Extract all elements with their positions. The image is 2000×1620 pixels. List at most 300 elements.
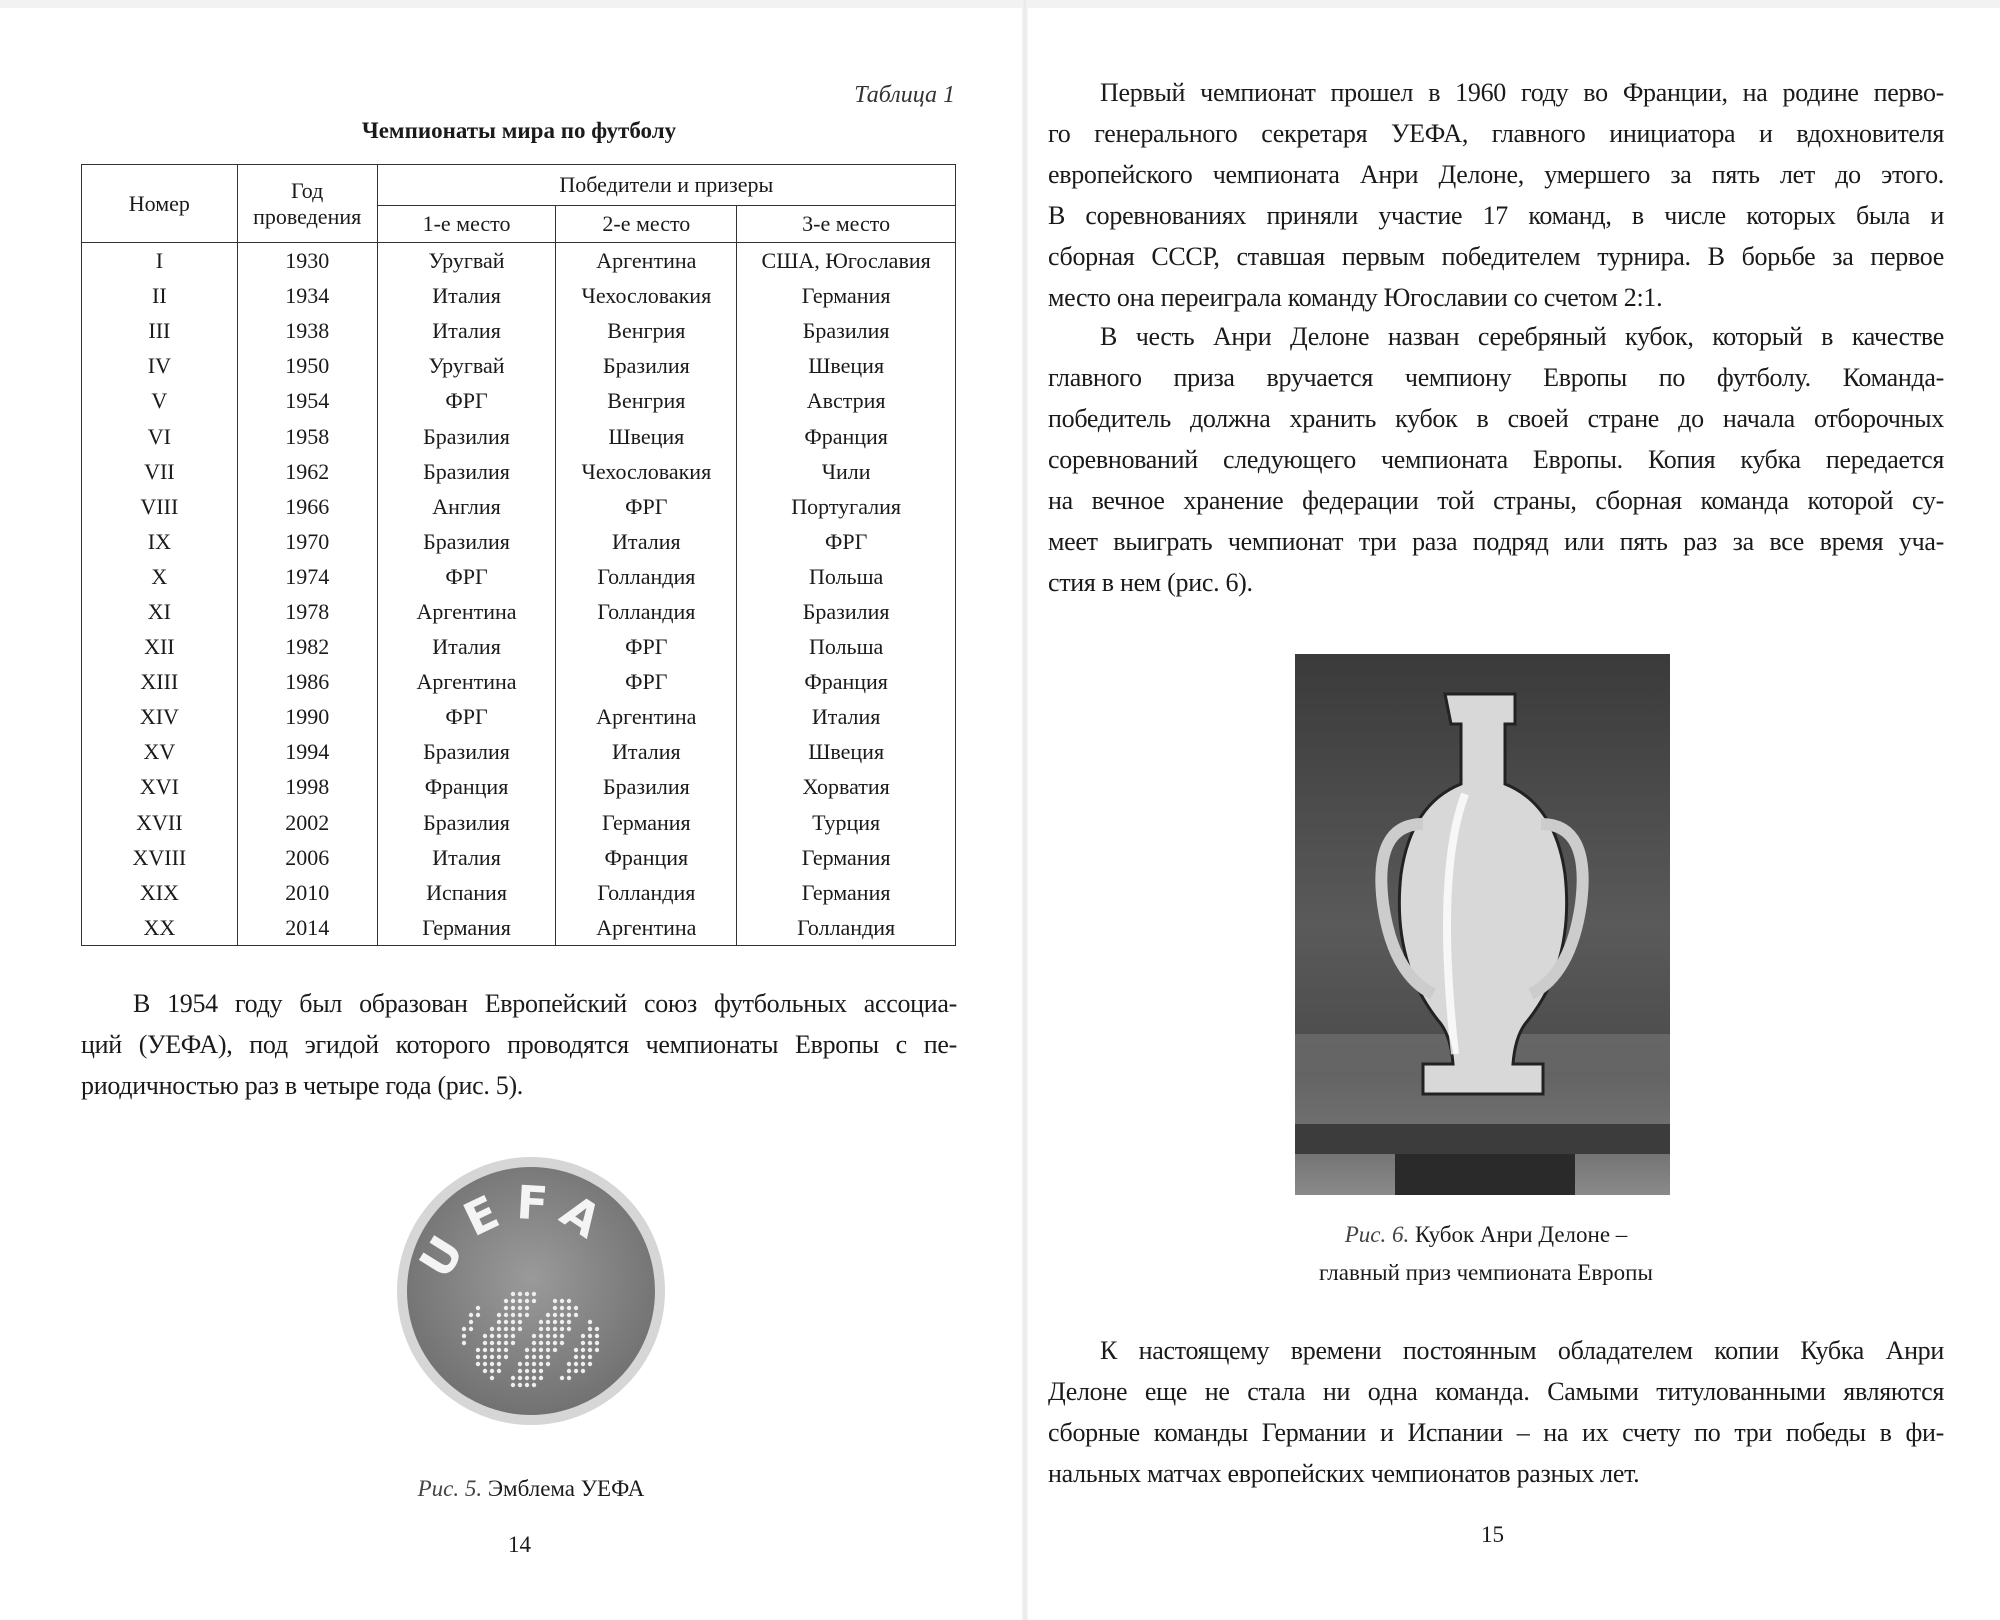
map-dot bbox=[588, 1327, 592, 1331]
map-dot bbox=[595, 1334, 599, 1338]
map-dot bbox=[567, 1306, 571, 1310]
map-dot bbox=[595, 1327, 599, 1331]
map-dot bbox=[469, 1327, 473, 1331]
cell-number: II bbox=[82, 278, 238, 313]
map-dot bbox=[560, 1306, 564, 1310]
map-dot bbox=[504, 1327, 508, 1331]
map-dot bbox=[525, 1369, 529, 1373]
cell-number: XIII bbox=[82, 664, 238, 699]
map-dot bbox=[539, 1362, 543, 1366]
cell-second-place: Чехословакия bbox=[556, 278, 737, 313]
cell-third-place: Польша bbox=[737, 559, 956, 594]
map-dot bbox=[567, 1320, 571, 1324]
map-dot bbox=[546, 1341, 550, 1345]
cell-year: 1950 bbox=[237, 348, 377, 383]
map-dot bbox=[532, 1376, 536, 1380]
table-row bbox=[82, 348, 956, 383]
map-dot bbox=[525, 1376, 529, 1380]
map-dot bbox=[511, 1341, 515, 1345]
map-dot bbox=[560, 1341, 564, 1345]
figure-5-caption: Рис. 5. Эмблема УЕФА bbox=[417, 1476, 645, 1501]
map-dot bbox=[532, 1341, 536, 1345]
map-dot bbox=[553, 1313, 557, 1317]
table-row bbox=[82, 418, 956, 453]
cell-third-place: Польша bbox=[737, 629, 956, 664]
text-line: победитель должна хранить кубок в своей стране до начала отборочных bbox=[1048, 404, 1944, 433]
right-page bbox=[1026, 0, 2000, 1620]
cell-first-place: Германия bbox=[377, 910, 556, 946]
map-dot bbox=[511, 1306, 515, 1310]
cell-number: I bbox=[82, 243, 238, 279]
map-dot bbox=[553, 1341, 557, 1345]
table-row bbox=[82, 278, 956, 313]
cell-second-place: Голландия bbox=[556, 594, 737, 629]
map-dot bbox=[490, 1362, 494, 1366]
cell-third-place: Голландия bbox=[737, 910, 956, 946]
map-dot bbox=[504, 1348, 508, 1352]
cell-number: XII bbox=[82, 629, 238, 664]
cell-second-place: Венгрия bbox=[556, 383, 737, 418]
cell-first-place: Италия bbox=[377, 629, 556, 664]
header-year: Год проведения bbox=[237, 165, 377, 243]
map-dot bbox=[539, 1355, 543, 1359]
map-dot bbox=[518, 1320, 522, 1324]
map-dot bbox=[504, 1313, 508, 1317]
map-dot bbox=[490, 1348, 494, 1352]
map-dot bbox=[504, 1299, 508, 1303]
map-dot bbox=[546, 1362, 550, 1366]
cell-year: 1998 bbox=[237, 769, 377, 804]
map-dot bbox=[497, 1327, 501, 1331]
cell-number: XVII bbox=[82, 805, 238, 840]
cell-third-place: Чили bbox=[737, 454, 956, 489]
map-dot bbox=[518, 1306, 522, 1310]
map-dot bbox=[518, 1292, 522, 1296]
map-dot bbox=[595, 1348, 599, 1352]
header-winners: Победители и призеры bbox=[377, 165, 955, 206]
cell-year: 1990 bbox=[237, 699, 377, 734]
map-dot bbox=[462, 1341, 466, 1345]
map-dot bbox=[511, 1334, 515, 1338]
map-dot bbox=[469, 1320, 473, 1324]
map-dot bbox=[490, 1369, 494, 1373]
map-dot bbox=[546, 1334, 550, 1338]
map-dot bbox=[511, 1383, 515, 1387]
cell-year: 1986 bbox=[237, 664, 377, 699]
cell-first-place: Уругвай bbox=[377, 348, 556, 383]
cell-second-place: Аргентина bbox=[556, 910, 737, 946]
map-dot bbox=[532, 1299, 536, 1303]
map-dot bbox=[539, 1327, 543, 1331]
text-line: соревнований следующего чемпионата Европы. Копия кубка передается bbox=[1048, 445, 1944, 474]
map-dot bbox=[476, 1306, 480, 1310]
map-dot bbox=[518, 1299, 522, 1303]
map-dot bbox=[567, 1376, 571, 1380]
text-line: Делоне еще не стала ни одна команда. Самыми титулованными являются bbox=[1048, 1377, 1944, 1406]
map-dot bbox=[518, 1362, 522, 1366]
map-dot bbox=[539, 1369, 543, 1373]
cell-first-place: Аргентина bbox=[377, 664, 556, 699]
header-first: 1-е место bbox=[377, 206, 556, 243]
map-dot bbox=[546, 1348, 550, 1352]
map-dot bbox=[518, 1376, 522, 1380]
map-dot bbox=[497, 1348, 501, 1352]
map-dot bbox=[497, 1320, 501, 1324]
header-second: 2-е место bbox=[556, 206, 737, 243]
text-line: сборная СССР, ставшая первым победителем турнира. В борьбе за первое bbox=[1048, 242, 1944, 271]
cell-number: V bbox=[82, 383, 238, 418]
cell-first-place: Англия bbox=[377, 489, 556, 524]
text-line: В соревнованиях приняли участие 17 команд, в числе которых была и bbox=[1048, 201, 1944, 230]
map-dot bbox=[588, 1348, 592, 1352]
cell-third-place: Германия bbox=[737, 840, 956, 875]
map-dot bbox=[483, 1348, 487, 1352]
map-dot bbox=[539, 1320, 543, 1324]
header-third: 3-е место bbox=[737, 206, 956, 243]
map-dot bbox=[553, 1306, 557, 1310]
map-dot bbox=[581, 1355, 585, 1359]
cell-number: VIII bbox=[82, 489, 238, 524]
delaunay-trophy-photo bbox=[1295, 654, 1670, 1195]
text-line: К настоящему времени постоянным обладателем копии Кубка Анри bbox=[1100, 1336, 1944, 1365]
cell-first-place: Франция bbox=[377, 769, 556, 804]
map-dot bbox=[511, 1376, 515, 1380]
map-dot bbox=[511, 1313, 515, 1317]
text-line: В честь Анри Делоне назван серебряный кубок, который в качестве bbox=[1100, 322, 1944, 351]
table-row bbox=[82, 910, 956, 946]
cell-second-place: Голландия bbox=[556, 875, 737, 910]
cell-first-place: Испания bbox=[377, 875, 556, 910]
map-dot bbox=[574, 1348, 578, 1352]
map-dot bbox=[532, 1383, 536, 1387]
map-dot bbox=[532, 1292, 536, 1296]
titles-paragraph bbox=[1048, 1330, 1944, 1494]
map-dot bbox=[504, 1334, 508, 1338]
map-dot bbox=[574, 1362, 578, 1366]
cell-third-place: США, Югославия bbox=[737, 243, 956, 279]
map-dot bbox=[567, 1299, 571, 1303]
map-dot bbox=[511, 1292, 515, 1296]
cell-year: 1930 bbox=[237, 243, 377, 279]
map-dot bbox=[574, 1313, 578, 1317]
cell-third-place: Португалия bbox=[737, 489, 956, 524]
table-row bbox=[82, 769, 956, 804]
map-dot bbox=[553, 1320, 557, 1324]
cell-second-place: Бразилия bbox=[556, 348, 737, 383]
cell-year: 1978 bbox=[237, 594, 377, 629]
map-dot bbox=[462, 1327, 466, 1331]
cell-second-place: Аргентина bbox=[556, 243, 737, 279]
map-dot bbox=[490, 1327, 494, 1331]
map-dot bbox=[525, 1292, 529, 1296]
map-dot bbox=[483, 1355, 487, 1359]
map-dot bbox=[469, 1313, 473, 1317]
svg-text:UEFA: UEFA bbox=[408, 1175, 623, 1287]
map-dot bbox=[497, 1355, 501, 1359]
cell-year: 1994 bbox=[237, 734, 377, 769]
table-row bbox=[82, 664, 956, 699]
cell-year: 1938 bbox=[237, 313, 377, 348]
cell-second-place: Германия bbox=[556, 805, 737, 840]
cell-third-place: Германия bbox=[737, 278, 956, 313]
cell-third-place: Швеция bbox=[737, 348, 956, 383]
cell-second-place: Венгрия bbox=[556, 313, 737, 348]
map-dot bbox=[504, 1320, 508, 1324]
text-line: нальных матчах европейских чемпионатов разных лет. bbox=[1048, 1459, 1640, 1488]
cell-year: 1962 bbox=[237, 454, 377, 489]
map-dot bbox=[490, 1341, 494, 1345]
map-dot bbox=[483, 1341, 487, 1345]
table-row bbox=[82, 243, 956, 279]
cell-first-place: Аргентина bbox=[377, 594, 556, 629]
text-line: меет выиграть чемпионат три раза подряд или пять раз за все время уча- bbox=[1048, 527, 1944, 556]
cell-second-place: ФРГ bbox=[556, 489, 737, 524]
cell-second-place: ФРГ bbox=[556, 629, 737, 664]
text-line: го генерального секретаря УЕФА, главного инициатора и вдохновителя bbox=[1048, 119, 1944, 148]
map-dot bbox=[525, 1383, 529, 1387]
map-dot bbox=[581, 1369, 585, 1373]
table-row bbox=[82, 559, 956, 594]
map-dot bbox=[462, 1334, 466, 1338]
cell-third-place: Франция bbox=[737, 664, 956, 699]
cell-third-place: Франция bbox=[737, 418, 956, 453]
map-dot bbox=[504, 1355, 508, 1359]
map-dot bbox=[476, 1313, 480, 1317]
map-dot bbox=[490, 1355, 494, 1359]
map-dot bbox=[546, 1327, 550, 1331]
map-dot bbox=[476, 1362, 480, 1366]
map-dot bbox=[581, 1362, 585, 1366]
map-dot bbox=[588, 1362, 592, 1366]
cell-third-place: Швеция bbox=[737, 734, 956, 769]
text-line: главного приза вручается чемпиону Европы по футболу. Команда- bbox=[1048, 363, 1944, 392]
cell-first-place: Уругвай bbox=[377, 243, 556, 279]
cell-number: IV bbox=[82, 348, 238, 383]
map-dot bbox=[567, 1362, 571, 1366]
map-dot bbox=[525, 1362, 529, 1366]
map-dot bbox=[504, 1341, 508, 1345]
cell-third-place: Бразилия bbox=[737, 594, 956, 629]
table-row bbox=[82, 875, 956, 910]
cell-first-place: Италия bbox=[377, 278, 556, 313]
table-row bbox=[82, 383, 956, 418]
cell-third-place: ФРГ bbox=[737, 524, 956, 559]
map-dot bbox=[525, 1313, 529, 1317]
cell-second-place: Голландия bbox=[556, 559, 737, 594]
cell-number: XVI bbox=[82, 769, 238, 804]
map-dot bbox=[581, 1334, 585, 1338]
cell-second-place: Франция bbox=[556, 840, 737, 875]
map-dot bbox=[567, 1369, 571, 1373]
cell-second-place: Италия bbox=[556, 524, 737, 559]
cell-number: XIV bbox=[82, 699, 238, 734]
map-dot bbox=[504, 1306, 508, 1310]
map-dot bbox=[532, 1334, 536, 1338]
map-dot bbox=[553, 1299, 557, 1303]
cell-second-place: Бразилия bbox=[556, 769, 737, 804]
map-dot bbox=[532, 1348, 536, 1352]
cell-number: X bbox=[82, 559, 238, 594]
map-dot bbox=[518, 1313, 522, 1317]
table-row bbox=[82, 805, 956, 840]
map-dot bbox=[567, 1313, 571, 1317]
map-dot bbox=[574, 1369, 578, 1373]
cell-first-place: ФРГ bbox=[377, 699, 556, 734]
map-dot bbox=[581, 1348, 585, 1352]
cell-second-place: Швеция bbox=[556, 418, 737, 453]
table-row bbox=[82, 313, 956, 348]
map-dot bbox=[497, 1313, 501, 1317]
cell-number: VI bbox=[82, 418, 238, 453]
cell-year: 1982 bbox=[237, 629, 377, 664]
map-dot bbox=[483, 1334, 487, 1338]
table-row bbox=[82, 840, 956, 875]
cell-year: 2002 bbox=[237, 805, 377, 840]
map-dot bbox=[539, 1334, 543, 1338]
cell-number: XX bbox=[82, 910, 238, 946]
text-line: В 1954 году был образован Европейский союз футбольных ассоциа- bbox=[133, 989, 957, 1018]
map-dot bbox=[518, 1327, 522, 1331]
map-dot bbox=[574, 1355, 578, 1359]
cell-year: 2010 bbox=[237, 875, 377, 910]
map-dot bbox=[546, 1320, 550, 1324]
map-dot bbox=[497, 1341, 501, 1345]
map-dot bbox=[560, 1376, 564, 1380]
map-dot bbox=[567, 1327, 571, 1331]
cell-number: XIX bbox=[82, 875, 238, 910]
text-line: на вечное хранение федерации той страны, сборная команда которой су- bbox=[1048, 486, 1944, 515]
map-dot bbox=[483, 1362, 487, 1366]
cell-first-place: Бразилия bbox=[377, 418, 556, 453]
table-row bbox=[82, 629, 956, 664]
cell-year: 1934 bbox=[237, 278, 377, 313]
map-dot bbox=[518, 1369, 522, 1373]
cell-third-place: Турция bbox=[737, 805, 956, 840]
map-dot bbox=[532, 1355, 536, 1359]
map-dot bbox=[476, 1348, 480, 1352]
map-dot bbox=[560, 1334, 564, 1338]
table-row bbox=[82, 489, 956, 524]
cell-year: 2006 bbox=[237, 840, 377, 875]
text-line: риодичностью раз в четыре года (рис. 5). bbox=[81, 1071, 524, 1100]
map-dot bbox=[518, 1383, 522, 1387]
cell-year: 1966 bbox=[237, 489, 377, 524]
map-dot bbox=[483, 1369, 487, 1373]
cell-third-place: Австрия bbox=[737, 383, 956, 418]
map-dot bbox=[539, 1348, 543, 1352]
cell-third-place: Хорватия bbox=[737, 769, 956, 804]
cell-number: IX bbox=[82, 524, 238, 559]
cell-year: 1974 bbox=[237, 559, 377, 594]
cell-year: 2014 bbox=[237, 910, 377, 946]
cell-second-place: Италия bbox=[556, 734, 737, 769]
map-dot bbox=[560, 1313, 564, 1317]
text-line: ций (УЕФА), под эгидой которого проводятся чемпионаты Европы с пе- bbox=[81, 1030, 957, 1059]
map-dot bbox=[574, 1306, 578, 1310]
map-dot bbox=[560, 1327, 564, 1331]
cell-first-place: Бразилия bbox=[377, 734, 556, 769]
figure-6-caption: Рис. 6. Кубок Анри Делоне – главный приз чемпионата Европы bbox=[1319, 1222, 1653, 1285]
map-dot bbox=[532, 1362, 536, 1366]
header-number: Номер bbox=[82, 165, 238, 243]
map-dot bbox=[476, 1355, 480, 1359]
cell-number: VII bbox=[82, 454, 238, 489]
text-line: европейского чемпионата Анри Делоне, умершего за пять лет до этого. bbox=[1048, 160, 1944, 189]
cell-first-place: ФРГ bbox=[377, 559, 556, 594]
map-dot bbox=[553, 1327, 557, 1331]
map-dot bbox=[539, 1376, 543, 1380]
map-dot bbox=[525, 1355, 529, 1359]
cell-number: XV bbox=[82, 734, 238, 769]
uefa-paragraph bbox=[81, 983, 957, 1106]
map-dot bbox=[497, 1334, 501, 1338]
cell-number: XVIII bbox=[82, 840, 238, 875]
map-dot bbox=[497, 1369, 501, 1373]
table-title: Чемпионаты мира по футболу bbox=[361, 118, 677, 143]
delaunay-cup-paragraph bbox=[1048, 316, 1944, 603]
cell-year: 1970 bbox=[237, 524, 377, 559]
table-row bbox=[82, 454, 956, 489]
cell-first-place: Бразилия bbox=[377, 524, 556, 559]
table-row bbox=[82, 734, 956, 769]
cell-first-place: Бразилия bbox=[377, 454, 556, 489]
cell-number: III bbox=[82, 313, 238, 348]
cell-second-place: ФРГ bbox=[556, 664, 737, 699]
cell-third-place: Италия bbox=[737, 699, 956, 734]
cell-third-place: Бразилия bbox=[737, 313, 956, 348]
map-dot bbox=[546, 1355, 550, 1359]
map-dot bbox=[490, 1334, 494, 1338]
cell-number: XI bbox=[82, 594, 238, 629]
map-dot bbox=[532, 1369, 536, 1373]
text-line: стия в нем (рис. 6). bbox=[1048, 568, 1253, 597]
table-row bbox=[82, 524, 956, 559]
map-dot bbox=[588, 1320, 592, 1324]
map-dot bbox=[539, 1341, 543, 1345]
map-dot bbox=[588, 1334, 592, 1338]
page-number: 15 bbox=[1481, 1522, 1504, 1547]
first-championship-paragraph bbox=[1048, 72, 1944, 318]
map-dot bbox=[553, 1348, 557, 1352]
map-dot bbox=[511, 1327, 515, 1331]
map-dot bbox=[525, 1299, 529, 1303]
map-dot bbox=[497, 1362, 501, 1366]
table-row bbox=[82, 594, 956, 629]
map-dot bbox=[525, 1306, 529, 1310]
map-dot bbox=[595, 1341, 599, 1345]
text-line: место она переиграла команду Югославии со счетом 2:1. bbox=[1048, 283, 1663, 312]
cell-second-place: Чехословакия bbox=[556, 454, 737, 489]
map-dot bbox=[490, 1376, 494, 1380]
cell-year: 1954 bbox=[237, 383, 377, 418]
map-dot bbox=[546, 1313, 550, 1317]
world-cup-table bbox=[81, 164, 956, 946]
map-dot bbox=[560, 1320, 564, 1324]
map-dot bbox=[581, 1341, 585, 1345]
cell-first-place: Бразилия bbox=[377, 805, 556, 840]
table-label: Таблица 1 bbox=[854, 82, 955, 108]
map-dot bbox=[560, 1299, 564, 1303]
text-line: Первый чемпионат прошел в 1960 году во Франции, на родине перво- bbox=[1100, 78, 1944, 107]
uefa-emblem bbox=[394, 1154, 668, 1428]
map-dot bbox=[588, 1355, 592, 1359]
map-dot bbox=[511, 1320, 515, 1324]
cell-year: 1958 bbox=[237, 418, 377, 453]
cell-first-place: Италия bbox=[377, 840, 556, 875]
map-dot bbox=[511, 1299, 515, 1303]
cell-third-place: Германия bbox=[737, 875, 956, 910]
map-dot bbox=[553, 1334, 557, 1338]
